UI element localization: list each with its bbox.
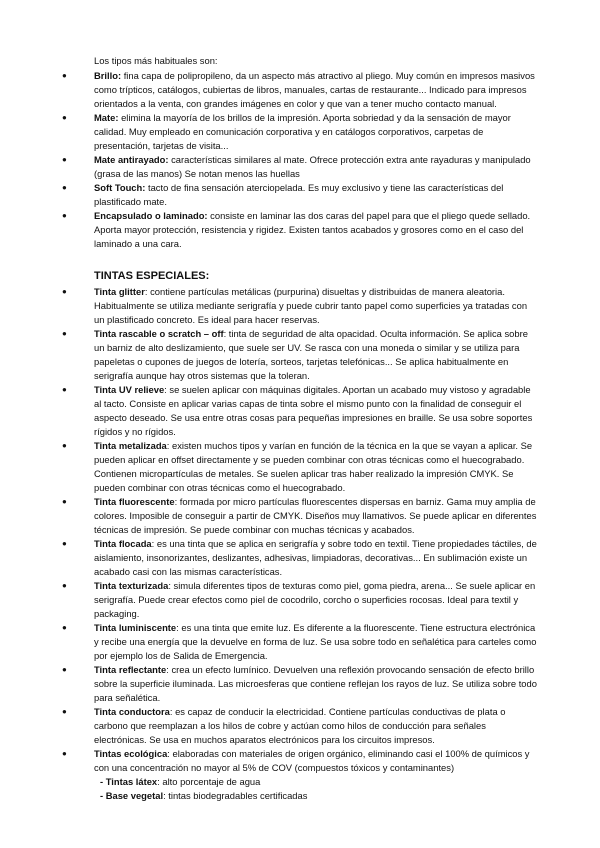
item-term: Tinta texturizada: [94, 580, 169, 591]
list-item: [66, 383, 540, 439]
item-desc: fina capa de polipropileno, da un aspecto más atractivo al pliego. Muy común en impresos masivos como trípticos, catálogos, cubiertas de libros, manuales, cartas de restaurante... Indicado para impresos orientados a la venta, con grandes imágenes en color y que van a tener mucho contacto manual.: [94, 70, 535, 109]
item-term: Tinta fluorescente: [94, 496, 175, 507]
item-term: Tinta conductora: [94, 706, 170, 717]
item-desc: consiste en laminar las dos caras del papel para que el pliego quede sellado. Aporta mayor protección, resistencia y rigidez. Existen tantos acabados y grosores como en el caso del laminado a una cara.: [94, 210, 531, 249]
item-desc: : existen muchos tipos y varían en función de la técnica en la que se vayan a aplicar. Se pueden aplicar en offset directamente y se pueden combinar con otras técnicas como el huecograbado. Contienen micropartículas de metales. Se suelen aplicar tras haber realizado la impresión CMYK. Se pueden combinar con otras técnicas como el huecograbado.: [94, 440, 533, 493]
sub-item-desc: : tintas biodegradables certificadas: [163, 790, 308, 801]
list-item: [66, 663, 540, 705]
eco-sublist: [94, 775, 540, 803]
item-term: Tinta UV relieve: [94, 384, 165, 395]
list-item: [66, 69, 540, 111]
list-item: [66, 747, 540, 803]
item-desc: : formada por micro partículas fluorescentes dispersas en barniz. Gama muy amplia de colores. Imposible de conseguir a partir de CMYK. Diseños muy llamativos. Se puede aplicar en diferentes técnicas de impresión. Se puede combinar con muchas técnicas y acabados.: [94, 496, 537, 535]
list-item: [66, 153, 540, 181]
item-desc: características similares al mate. Ofrece protección extra ante rayaduras y manipulado (grasa de las manos) Se notan menos las huellas: [94, 154, 531, 179]
item-term: Tintas ecológica: [94, 748, 168, 759]
list-item: [66, 537, 540, 579]
special-inks-list: [66, 285, 540, 803]
list-item: [66, 181, 540, 209]
item-term: Tinta glitter: [94, 286, 145, 297]
section-title: TINTAS ESPECIALES:: [94, 270, 210, 282]
item-desc: : simula diferentes tipos de texturas como piel, goma piedra, arena... Se suele aplicar en serigrafía. Puede crear efectos como piel de cocodrilo, corcho o superficies rocosas. Ideal para textil y packaging.: [94, 580, 536, 619]
list-item: [66, 327, 540, 383]
item-term: Tinta metalizada: [94, 440, 167, 451]
list-item: [66, 621, 540, 663]
list-item: [66, 579, 540, 621]
item-term: Brillo:: [94, 70, 122, 81]
sub-item-term: - Tintas látex: [100, 776, 158, 787]
item-desc: : es capaz de conducir la electricidad. Contiene partículas conductivas de plata o carbono que reemplazan a los hilos de cobre y actúan como hilos de conducción para señales electrónicas. Se usa en muchos aparatos electrónicos para los circuitos impresos.: [94, 706, 506, 745]
list-item: [66, 439, 540, 495]
item-term: Mate antirayado:: [94, 154, 169, 165]
finishes-list: [66, 69, 540, 251]
sub-item-desc: : alto porcentaje de agua: [157, 776, 261, 787]
item-desc: tacto de fina sensación aterciopelada. Es muy exclusivo y tiene las características del plastificado mate.: [94, 182, 504, 207]
list-item: [66, 285, 540, 327]
item-term: Tinta flocada: [94, 538, 152, 549]
list-item: [66, 111, 540, 153]
item-desc: : contiene partículas metálicas (purpurina) disueltas y distribuidas de manera aleatoria. Habitualmente se utiliza mediante serigrafía y puede cubrir tanto papel como superficies ya tratadas con un plastificado concreto. Es ideal para hacer reservas.: [94, 286, 528, 325]
item-term: Tinta luminiscente: [94, 622, 177, 633]
item-desc: elimina la mayoría de los brillos de la impresión. Aporta sobriedad y da la sensación de mayor calidad. Muy empleado en comunicación corporativa y en catálogos corporativos, carpetas de presentación, tarjetas de visita...: [94, 112, 511, 151]
item-term: Soft Touch:: [94, 182, 146, 193]
list-item: [66, 209, 540, 251]
item-desc: : es una tinta que se aplica en serigrafía y sobre todo en textil. Tiene propiedades táctiles, de aislamiento, insonorizantes, deslizantes, adhesivas, limpiadoras, decorativas... En sublimación existe un acabado casi con las mismas características.: [94, 538, 537, 577]
item-term: Tinta reflectante: [94, 664, 167, 675]
item-term: Encapsulado o laminado:: [94, 210, 208, 221]
item-desc: : tinta de seguridad de alta opacidad. Oculta información. Se aplica sobre un barniz de alto deslizamiento, que suele ser UV. Se rasca con una moneda o similar y se utiliza para papeletas o cupones de juegos de lotería, sorteos, tarjetas telefónicas... Se aplica habitualmente en serigrafía aunque hay otros sistemas que la toleran.: [94, 328, 528, 381]
sub-list-item: [100, 789, 540, 803]
intro-text: Los tipos más habituales son:: [94, 55, 218, 66]
list-item: [66, 705, 540, 747]
item-desc: : crea un efecto lumínico. Devuelven una reflexión provocando sensación de efecto brillo sobre la superficie iluminada. Las microesferas que contiene reflejan los rayos de luz. Se utiliza sobre todo para señalética.: [94, 664, 537, 703]
item-term: Tinta rascable o scratch – off: [94, 328, 224, 339]
item-desc: : se suelen aplicar con máquinas digitales. Aportan un acabado muy vistoso y agradable al tacto. Consiste en aplicar varias capas de tinta sobre el mismo punto con la finalidad de conseguir el aspecto deseado. Se usa entre otras cosas para pequeñas impresiones en braille. Se usa sobre soportes rígidos y no rígidos.: [94, 384, 533, 437]
item-desc: : elaboradas con materiales de origen orgánico, eliminando casi el 100% de químicos y con una concentración no mayor al 5% de COV (compuestos tóxicos y contaminantes): [94, 748, 530, 773]
item-desc: : es una tinta que emite luz. Es diferente a la fluorescente. Tiene estructura electrónica y recibe una energía que la devuelve en forma de luz. Se usa sobre todo en señalética para carteles como por ejemplo los de Salida de Emergencia.: [94, 622, 537, 661]
list-item: [66, 495, 540, 537]
item-term: Mate:: [94, 112, 119, 123]
sub-item-term: - Base vegetal: [100, 790, 164, 801]
sub-list-item: [100, 775, 540, 789]
